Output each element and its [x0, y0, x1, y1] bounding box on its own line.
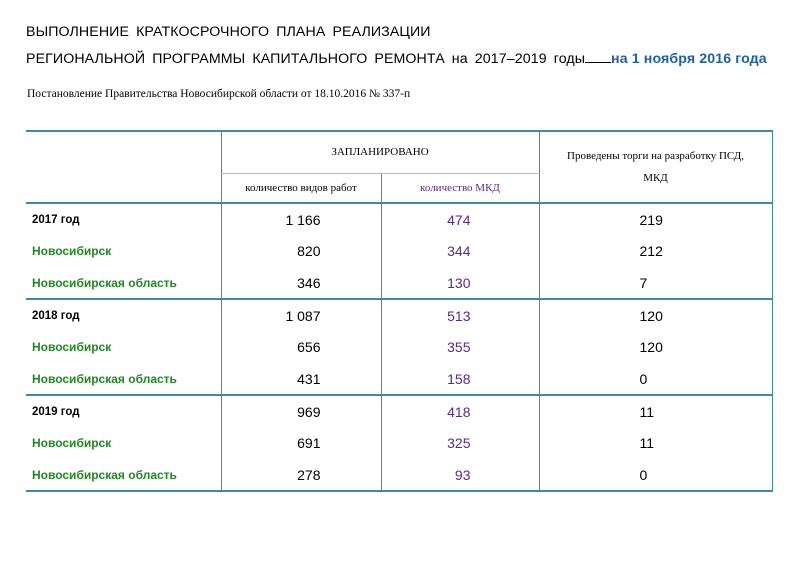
- cell-work-types: 1 166: [221, 203, 381, 235]
- cell-work-types: 820: [221, 235, 381, 267]
- header-empty-cell: [26, 131, 221, 203]
- title-line-2: [26, 50, 767, 67]
- header-planned: ЗАПЛАНИРОВАНО: [221, 131, 539, 173]
- cell-torgi: 0: [539, 459, 772, 491]
- cell-work-types: 969: [221, 395, 381, 427]
- cell-torgi: 120: [539, 299, 772, 331]
- row-label: 2019 год: [32, 405, 80, 418]
- row-label: Новосибирская область: [26, 363, 221, 395]
- cell-work-types: 691: [221, 427, 381, 459]
- cell-work-types: 278: [221, 459, 381, 491]
- row-label: Новосибирск: [32, 436, 112, 450]
- cell-torgi: 0: [539, 363, 772, 395]
- header-mkd: количество МКД: [381, 173, 539, 203]
- table-row: [26, 267, 772, 299]
- cell-mkd: 93: [381, 459, 539, 491]
- row-label: Новосибирская область: [26, 459, 221, 491]
- cell-torgi: 11: [539, 427, 772, 459]
- table-row: [26, 395, 772, 427]
- table-row: [26, 363, 772, 395]
- cell-work-types: 1 087: [221, 299, 381, 331]
- cell-mkd: 158: [381, 363, 539, 395]
- cell-mkd: 513: [381, 299, 539, 331]
- cell-mkd: 325: [381, 427, 539, 459]
- header-work-types: количество видов работ: [221, 173, 381, 203]
- row-label: 2018 год: [32, 309, 80, 322]
- decree-reference: Постановление Правительства Новосибирской области от 18.10.2016 № 337-п: [27, 88, 411, 100]
- title-underline: [585, 50, 611, 63]
- row-label: Новосибирск: [32, 244, 112, 258]
- cell-torgi: 11: [539, 395, 772, 427]
- table-row: [26, 235, 772, 267]
- cell-torgi: 7: [539, 267, 772, 299]
- header-torgi: [539, 131, 772, 203]
- header-torgi-line1: Проведены торги на разработку ПСД,: [567, 150, 744, 162]
- title-line-2-text: РЕГИОНАЛЬНОЙ ПРОГРАММЫ КАПИТАЛЬНОГО РЕМОНТА на 2017–2019 годы: [26, 51, 586, 67]
- header-torgi-line2: МКД: [643, 172, 668, 184]
- header-row-1: [26, 131, 772, 173]
- cell-work-types: 656: [221, 331, 381, 363]
- table-row: [26, 203, 772, 235]
- title-date: на 1 ноября 2016 года: [611, 51, 767, 67]
- title-line-1: ВЫПОЛНЕНИЕ КРАТКОСРОЧНОГО ПЛАНА РЕАЛИЗАЦИИ: [26, 24, 431, 40]
- capital-repair-table: [26, 130, 773, 492]
- row-label: 2017 год: [32, 213, 80, 226]
- row-label: Новосибирская область: [26, 267, 221, 299]
- cell-mkd: 130: [381, 267, 539, 299]
- row-label: Новосибирск: [32, 340, 112, 354]
- table-row: [26, 299, 772, 331]
- table-row: [26, 427, 772, 459]
- table-row: [26, 331, 772, 363]
- cell-torgi: 212: [539, 235, 772, 267]
- cell-mkd: 474: [381, 203, 539, 235]
- cell-mkd: 355: [381, 331, 539, 363]
- cell-work-types: 431: [221, 363, 381, 395]
- cell-mkd: 418: [381, 395, 539, 427]
- table-row: [26, 459, 772, 491]
- cell-mkd: 344: [381, 235, 539, 267]
- cell-work-types: 346: [221, 267, 381, 299]
- cell-torgi: 219: [539, 203, 772, 235]
- cell-torgi: 120: [539, 331, 772, 363]
